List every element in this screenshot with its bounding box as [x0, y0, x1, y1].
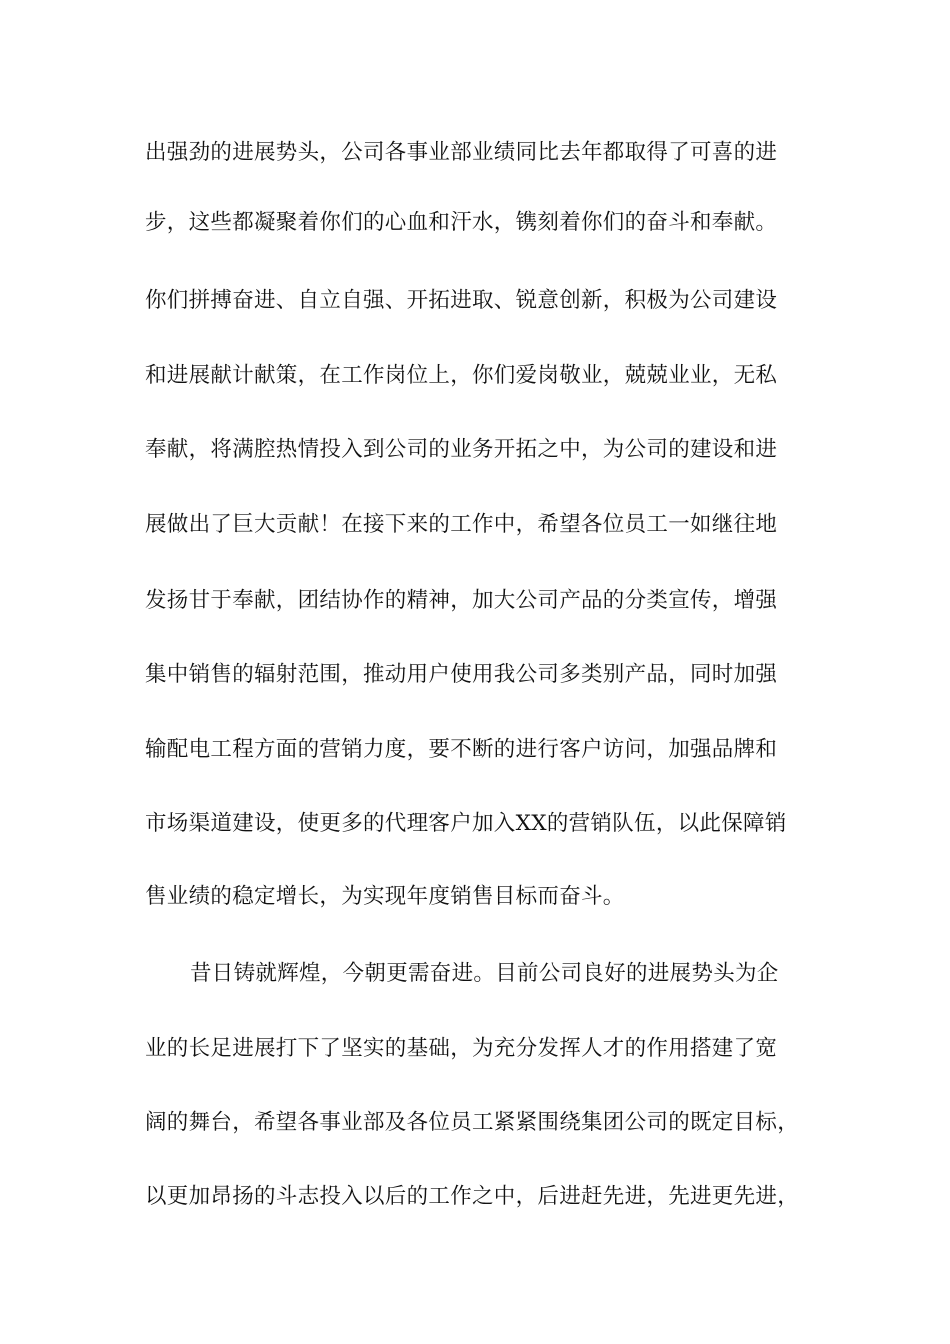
text-line: 集中销售的辐射范围，推动用户使用我公司多类别产品，同时加强	[145, 662, 778, 687]
text-line: 出强劲的进展势头，公司各事业部业绩同比去年都取得了可喜的进	[145, 140, 778, 165]
text-line: 昔日铸就辉煌，今朝更需奋进。目前公司良好的进展势头为企	[190, 961, 779, 986]
text-line: 奉献，将满腔热情投入到公司的业务开拓之中，为公司的建设和进	[145, 437, 778, 462]
text-line: 发扬甘于奉献，团结协作的精神，加大公司产品的分类宣传，增强	[145, 588, 778, 613]
text-line: 市场渠道建设，使更多的代理客户加入XX的营销队伍，以此保障销	[145, 811, 787, 836]
text-line: 展做出了巨大贡献！在接下来的工作中，希望各位员工一如继往地	[145, 512, 778, 537]
text-line: 你们拼搏奋进、自立自强、开拓进取、锐意创新，积极为公司建设	[145, 288, 778, 313]
text-line: 业的长足进展打下了坚实的基础，为充分发挥人才的作用搭建了宽	[145, 1036, 778, 1061]
text-line: 步，这些都凝聚着你们的心血和汗水，镌刻着你们的奋斗和奉献。	[145, 210, 778, 235]
text-line: 阔的舞台，希望各事业部及各位员工紧紧围绕集团公司的既定目标，	[145, 1110, 800, 1135]
text-line: 和进展献计献策，在工作岗位上，你们爱岗敬业，兢兢业业，无私	[145, 363, 778, 388]
text-line: 售业绩的稳定增长，为实现年度销售目标而奋斗。	[145, 884, 625, 909]
text-line: 输配电工程方面的营销力度，要不断的进行客户访问，加强品牌和	[145, 737, 778, 762]
text-line: 以更加昂扬的斗志投入以后的工作之中，后进赶先进，先进更先进，	[145, 1184, 800, 1209]
